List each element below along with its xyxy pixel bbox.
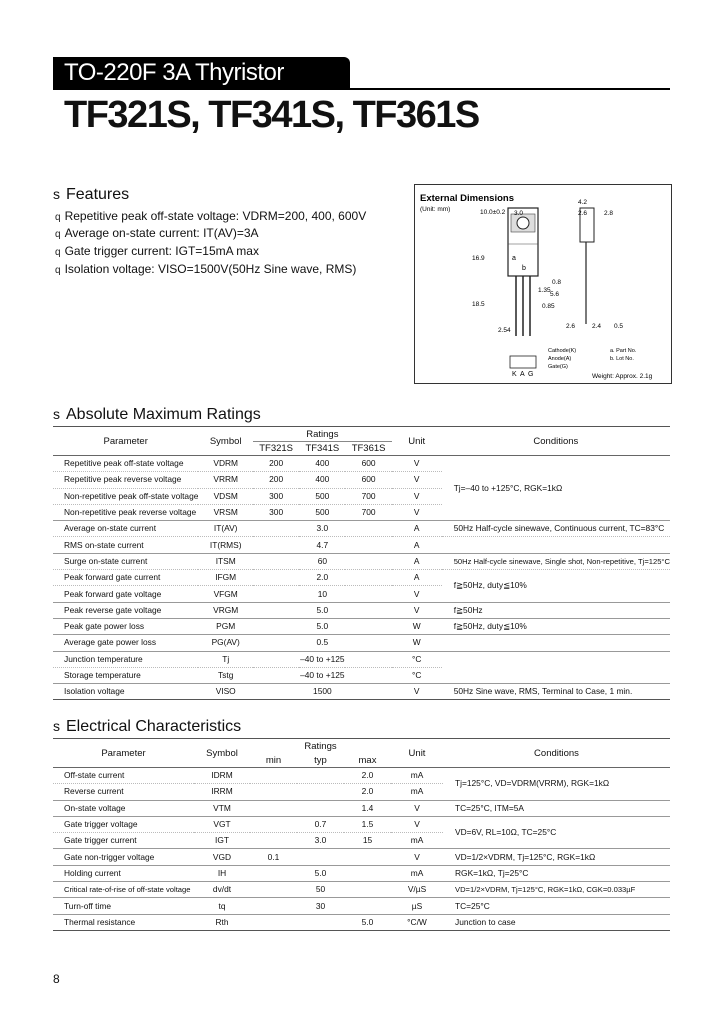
section-bullet: s xyxy=(53,186,60,202)
text-absolute-max-rows-0-v-1: 400 xyxy=(299,456,345,472)
text-absolute-max-rows-9-val: 5.0 xyxy=(253,602,392,618)
text-absolute-max-rows-0-param: Repetitive peak off-state voltage xyxy=(53,456,198,472)
text-external-dimensions-labels-7: 5.6 xyxy=(550,291,560,298)
text-absolute-max-rows-5-val: 4.7 xyxy=(253,537,392,553)
features-title: Features xyxy=(66,186,130,203)
table-row xyxy=(53,521,670,537)
text-electrical-rows-3-unit: V xyxy=(391,816,443,832)
feature-item xyxy=(55,209,366,225)
text-absolute-max-rows-7-val: 2.0 xyxy=(253,570,392,586)
text-external-dimensions-pins-2: Gate(G) xyxy=(548,364,568,370)
text-absolute-max-rows-1-unit: V xyxy=(392,472,442,488)
text-electrical-rows-6-sym: IH xyxy=(194,865,250,881)
col-max: max xyxy=(344,754,391,768)
text-electrical-rows-7-param: Critical rate-of-rise of off-state voltage xyxy=(53,882,194,898)
text-electrical-rows-3-min xyxy=(250,816,297,832)
text-absolute-max-rows-5-param: RMS on-state current xyxy=(53,537,198,553)
text-absolute-max-rows-9-unit: V xyxy=(392,602,442,618)
label-b: b xyxy=(522,265,526,272)
text-absolute-max-conditions-1: 50Hz Half-cycle sinewave, Continuous current, TC=83°C xyxy=(442,521,670,537)
text-external-dimensions-labels-0: 10.0±0.2 xyxy=(480,209,506,216)
text-electrical-conditions-5: VD=1/2×VDRM, Tj=125°C, RGK=1kΩ, CGK=0.033µF xyxy=(443,882,670,898)
text-electrical-conditions-6: TC=25°C xyxy=(443,898,670,914)
text-external-dimensions-labels-9: 2.54 xyxy=(498,327,511,334)
category-title: TO-220F 3A Thyristor xyxy=(64,59,284,86)
text-electrical-rows-0-min xyxy=(250,768,297,784)
text-electrical-rows-1-param: Reverse current xyxy=(53,784,194,800)
text-features-items-0: Repetitive peak off-state voltage: VDRM=200, 400, 600V xyxy=(64,209,367,223)
text-absolute-max-rows-13-unit: °C xyxy=(392,667,442,683)
text-absolute-max-rows-5-unit: A xyxy=(392,537,442,553)
text-electrical-rows-2-unit: V xyxy=(391,800,443,816)
text-features-items-1: Average on-state current: IT(AV)=3A xyxy=(64,226,259,240)
text-absolute-max-rows-3-unit: V xyxy=(392,504,442,520)
col-tf341s: TF341S xyxy=(299,442,345,456)
label-a: a xyxy=(512,255,516,262)
text-absolute-max-rows-11-val: 0.5 xyxy=(253,635,392,651)
text-external-dimensions-labels-5: 0.8 xyxy=(552,279,562,286)
text-electrical-rows-0-max: 2.0 xyxy=(344,768,391,784)
text-electrical-rows-0-unit: mA xyxy=(391,768,443,784)
text-electrical-rows-6-typ: 5.0 xyxy=(297,865,344,881)
text-electrical-rows-5-min: 0.1 xyxy=(250,849,297,865)
col-ratings: Ratings xyxy=(253,427,392,442)
text-absolute-max-conditions-3: f≧50Hz, duty≦10% xyxy=(442,570,670,603)
text-absolute-max-rows-1-v-0: 200 xyxy=(253,472,299,488)
feature-item xyxy=(55,262,356,278)
text-absolute-max-rows-14-val: 1500 xyxy=(253,684,392,700)
text-electrical-rows-9-max: 5.0 xyxy=(344,914,391,930)
text-absolute-max-rows-11-sym: PG(AV) xyxy=(198,635,253,651)
bullet-icon: q xyxy=(55,212,61,223)
text-absolute-max-rows-12-unit: °C xyxy=(392,651,442,667)
text-absolute-max-rows-2-v-2: 700 xyxy=(345,488,391,504)
text-electrical-rows-2-typ xyxy=(297,800,344,816)
col-ratings: Ratings xyxy=(250,739,391,754)
text-absolute-max-rows-14-param: Isolation voltage xyxy=(53,684,198,700)
text-absolute-max-rows-1-param: Repetitive peak reverse voltage xyxy=(53,472,198,488)
text-absolute-max-conditions-5: f≧50Hz, duty≦10% xyxy=(442,618,670,634)
text-electrical-rows-6-min xyxy=(250,865,297,881)
text-external-dimensions-labels-14: 0.5 xyxy=(614,323,624,330)
table-row xyxy=(53,816,670,832)
table-row xyxy=(53,800,670,816)
table-row xyxy=(53,865,670,881)
text-electrical-rows-9-typ xyxy=(297,914,344,930)
text-absolute-max-rows-8-val: 10 xyxy=(253,586,392,602)
text-electrical-rows-7-typ: 50 xyxy=(297,882,344,898)
text-electrical-rows-2-sym: VTM xyxy=(194,800,250,816)
text-absolute-max-rows-2-unit: V xyxy=(392,488,442,504)
col-conditions: Conditions xyxy=(443,739,670,768)
text-absolute-max-rows-3-sym: VRSM xyxy=(198,504,253,520)
text-external-dimensions-labels-2: 4.2 xyxy=(578,199,588,206)
text-external-dimensions-pins-0: Cathode(K) xyxy=(548,348,577,354)
text-absolute-max-rows-7-sym: IFGM xyxy=(198,570,253,586)
electrical-title: Electrical Characteristics xyxy=(66,718,242,735)
text-electrical-rows-9-param: Thermal resistance xyxy=(53,914,194,930)
col-symbol: Symbol xyxy=(194,739,250,768)
text-absolute-max-rows-14-unit: V xyxy=(392,684,442,700)
text-electrical-rows-6-unit: mA xyxy=(391,865,443,881)
text-electrical-rows-5-param: Gate non-trigger voltage xyxy=(53,849,194,865)
text-electrical-rows-5-unit: V xyxy=(391,849,443,865)
bullet-icon: q xyxy=(55,229,61,240)
text-absolute-max-rows-2-param: Non-repetitive peak off-state voltage xyxy=(53,488,198,504)
text-electrical-rows-6-max xyxy=(344,865,391,881)
text-electrical-rows-9-min xyxy=(250,914,297,930)
page-number: 8 xyxy=(53,972,60,986)
electrical-heading xyxy=(53,716,241,737)
text-external-dimensions-labels-13: 2.4 xyxy=(592,323,602,330)
text-absolute-max-rows-7-unit: A xyxy=(392,570,442,586)
text-electrical-rows-3-max: 1.5 xyxy=(344,816,391,832)
text-absolute-max-rows-12-val: –40 to +125 xyxy=(253,651,392,667)
header-rule xyxy=(53,88,670,90)
col-parameter: Parameter xyxy=(53,739,194,768)
table-row xyxy=(53,553,670,569)
text-external-dimensions-labels-10: 1.35 xyxy=(538,287,551,294)
electrical-table xyxy=(53,738,670,931)
text-absolute-max-rows-4-val: 3.0 xyxy=(253,521,392,537)
text-absolute-max-rows-3-v-2: 700 xyxy=(345,504,391,520)
text-absolute-max-conditions-0: Tj=–40 to +125°C, RGK=1kΩ xyxy=(442,456,670,521)
text-absolute-max-rows-10-param: Peak gate power loss xyxy=(53,618,198,634)
text-electrical-conditions-2: VD=6V, RL=10Ω, TC=25°C xyxy=(443,816,670,849)
text-features-items-2: Gate trigger current: IGT=15mA max xyxy=(64,244,259,258)
bullet-icon: q xyxy=(55,265,61,276)
table-row xyxy=(53,849,670,865)
text-absolute-max-rows-0-v-0: 200 xyxy=(253,456,299,472)
text-absolute-max-rows-11-param: Average gate power loss xyxy=(53,635,198,651)
text-electrical-rows-1-min xyxy=(250,784,297,800)
text-features-items-3: Isolation voltage: VISO=1500V(50Hz Sine wave, RMS) xyxy=(64,262,357,276)
text-electrical-rows-8-min xyxy=(250,898,297,914)
text-electrical-rows-4-typ: 3.0 xyxy=(297,833,344,849)
text-absolute-max-rows-2-v-1: 500 xyxy=(299,488,345,504)
text-absolute-max-rows-3-v-1: 500 xyxy=(299,504,345,520)
text-electrical-rows-2-min xyxy=(250,800,297,816)
col-unit: Unit xyxy=(392,427,442,456)
table-row xyxy=(53,456,670,472)
text-absolute-max-rows-2-sym: VDSM xyxy=(198,488,253,504)
text-electrical-rows-6-param: Holding current xyxy=(53,865,194,881)
text-electrical-rows-8-param: Turn-off time xyxy=(53,898,194,914)
col-typ: typ xyxy=(297,754,344,768)
table-row xyxy=(53,618,670,634)
table-row xyxy=(53,570,670,586)
text-absolute-max-rows-6-val: 60 xyxy=(253,553,392,569)
table-row xyxy=(53,768,670,784)
text-absolute-max-rows-10-sym: PGM xyxy=(198,618,253,634)
text-absolute-max-rows-10-unit: W xyxy=(392,618,442,634)
text-absolute-max-rows-6-unit: A xyxy=(392,553,442,569)
absolute-max-title: Absolute Maximum Ratings xyxy=(66,406,261,423)
text-electrical-rows-3-param: Gate trigger voltage xyxy=(53,816,194,832)
text-electrical-rows-5-max xyxy=(344,849,391,865)
table-row xyxy=(53,882,670,898)
text-electrical-rows-8-typ: 30 xyxy=(297,898,344,914)
text-absolute-max-rows-1-sym: VRRM xyxy=(198,472,253,488)
text-electrical-rows-1-sym: IRRM xyxy=(194,784,250,800)
text-absolute-max-rows-0-unit: V xyxy=(392,456,442,472)
text-electrical-rows-1-typ xyxy=(297,784,344,800)
text-absolute-max-rows-1-v-2: 600 xyxy=(345,472,391,488)
text-absolute-max-rows-8-unit: V xyxy=(392,586,442,602)
text-external-dimensions-letters-4: G xyxy=(528,371,534,378)
text-absolute-max-rows-8-param: Peak forward gate voltage xyxy=(53,586,198,602)
text-electrical-rows-1-max: 2.0 xyxy=(344,784,391,800)
text-absolute-max-rows-3-param: Non-repetitive peak reverse voltage xyxy=(53,504,198,520)
text-electrical-conditions-0: Tj=125°C, VD=VDRM(VRRM), RGK=1kΩ xyxy=(443,768,670,801)
text-absolute-max-rows-12-param: Junction temperature xyxy=(53,651,198,667)
table-row xyxy=(53,898,670,914)
col-conditions: Conditions xyxy=(442,427,670,456)
text-external-dimensions-labels-4: 2.8 xyxy=(604,210,614,217)
text-electrical-rows-4-max: 15 xyxy=(344,833,391,849)
text-external-dimensions-labels-8: 18.5 xyxy=(472,301,485,308)
text-electrical-rows-3-sym: VGT xyxy=(194,816,250,832)
text-electrical-rows-8-max xyxy=(344,898,391,914)
text-absolute-max-rows-13-param: Storage temperature xyxy=(53,667,198,683)
text-absolute-max-rows-3-v-0: 300 xyxy=(253,504,299,520)
col-parameter: Parameter xyxy=(53,427,198,456)
text-absolute-max-rows-4-unit: A xyxy=(392,521,442,537)
text-electrical-rows-7-max xyxy=(344,882,391,898)
text-electrical-rows-7-sym: dv/dt xyxy=(194,882,250,898)
text-absolute-max-rows-13-sym: Tstg xyxy=(198,667,253,683)
feature-item xyxy=(55,226,259,242)
model-names: TF321S, TF341S, TF361S xyxy=(64,94,479,136)
text-electrical-rows-9-unit: °C/W xyxy=(391,914,443,930)
text-absolute-max-conditions-4: f≧50Hz xyxy=(442,602,670,618)
absolute-max-table xyxy=(53,426,670,700)
features-heading xyxy=(53,184,129,205)
section-bullet: s xyxy=(53,406,60,422)
text-electrical-rows-2-max: 1.4 xyxy=(344,800,391,816)
text-absolute-max-rows-7-param: Peak forward gate current xyxy=(53,570,198,586)
text-electrical-conditions-1: TC=25°C, ITM=5A xyxy=(443,800,670,816)
text-electrical-rows-4-sym: IGT xyxy=(194,833,250,849)
text-absolute-max-rows-4-param: Average on-state current xyxy=(53,521,198,537)
package-outline-drawing xyxy=(414,184,672,384)
col-tf361s: TF361S xyxy=(345,442,391,456)
text-electrical-rows-4-unit: mA xyxy=(391,833,443,849)
dimensions-title: External Dimensions xyxy=(420,193,514,204)
text-external-dimensions-labels-12: 2.6 xyxy=(566,323,576,330)
text-external-dimensions-labels-6: 16.9 xyxy=(472,255,485,262)
table-row xyxy=(53,635,670,651)
text-electrical-conditions-4: RGK=1kΩ, Tj=25°C xyxy=(443,865,670,881)
text-absolute-max-rows-6-sym: ITSM xyxy=(198,553,253,569)
text-electrical-conditions-3: VD=1/2×VDRM, Tj=125°C, RGK=1kΩ xyxy=(443,849,670,865)
text-electrical-rows-5-typ xyxy=(297,849,344,865)
dimensions-unit: (Unit: mm) xyxy=(420,206,451,213)
text-external-dimensions-legend-0: a. Part No. xyxy=(610,348,637,354)
text-absolute-max-rows-13-val: –40 to +125 xyxy=(253,667,392,683)
text-electrical-rows-0-param: Off-state current xyxy=(53,768,194,784)
text-electrical-rows-8-sym: tq xyxy=(194,898,250,914)
weight-label: Weight: Approx. 2.1g xyxy=(592,373,653,380)
text-electrical-conditions-7: Junction to case xyxy=(443,914,670,930)
text-electrical-rows-8-unit: µS xyxy=(391,898,443,914)
text-electrical-rows-5-sym: VGD xyxy=(194,849,250,865)
text-external-dimensions-letters-3: A xyxy=(520,371,525,378)
text-absolute-max-rows-9-sym: VRGM xyxy=(198,602,253,618)
text-electrical-rows-0-typ xyxy=(297,768,344,784)
text-electrical-rows-0-sym: IDRM xyxy=(194,768,250,784)
text-electrical-rows-7-unit: V/µS xyxy=(391,882,443,898)
text-absolute-max-rows-12-sym: Tj xyxy=(198,651,253,667)
text-absolute-max-rows-14-sym: VISO xyxy=(198,684,253,700)
text-absolute-max-rows-9-param: Peak reverse gate voltage xyxy=(53,602,198,618)
table-row xyxy=(53,914,670,930)
text-external-dimensions-legend-1: b. Lot No. xyxy=(610,356,634,362)
text-external-dimensions-letters-2: K xyxy=(512,371,517,378)
feature-item xyxy=(55,244,259,260)
text-electrical-rows-9-sym: Rth xyxy=(194,914,250,930)
text-absolute-max-rows-8-sym: VFGM xyxy=(198,586,253,602)
text-absolute-max-rows-5-sym: IT(RMS) xyxy=(198,537,253,553)
text-electrical-rows-2-param: On-state voltage xyxy=(53,800,194,816)
table-row xyxy=(53,602,670,618)
text-absolute-max-rows-0-v-2: 600 xyxy=(345,456,391,472)
text-external-dimensions-labels-1: 3.0 xyxy=(514,210,524,217)
text-external-dimensions-labels-3: 2.6 xyxy=(578,210,588,217)
col-min: min xyxy=(250,754,297,768)
absolute-max-heading xyxy=(53,404,261,425)
text-absolute-max-rows-11-unit: W xyxy=(392,635,442,651)
text-absolute-max-rows-10-val: 5.0 xyxy=(253,618,392,634)
col-tf321s: TF321S xyxy=(253,442,299,456)
text-electrical-rows-4-param: Gate trigger current xyxy=(53,833,194,849)
text-absolute-max-conditions-2: 50Hz Half-cycle sinewave, Single shot, Non-repetitive, Tj=125°C xyxy=(442,553,670,569)
text-electrical-rows-1-unit: mA xyxy=(391,784,443,800)
text-absolute-max-rows-1-v-1: 400 xyxy=(299,472,345,488)
text-electrical-rows-3-typ: 0.7 xyxy=(297,816,344,832)
text-electrical-rows-4-min xyxy=(250,833,297,849)
col-unit: Unit xyxy=(391,739,443,768)
text-electrical-rows-7-min xyxy=(250,882,297,898)
bullet-icon: q xyxy=(55,247,61,258)
text-absolute-max-rows-4-sym: IT(AV) xyxy=(198,521,253,537)
text-external-dimensions-pins-1: Anode(A) xyxy=(548,356,572,362)
table-row xyxy=(53,651,670,667)
text-external-dimensions-labels-11: 0.85 xyxy=(542,303,555,310)
table-row xyxy=(53,537,670,553)
text-absolute-max-rows-6-param: Surge on-state current xyxy=(53,553,198,569)
col-symbol: Symbol xyxy=(198,427,253,456)
text-absolute-max-rows-2-v-0: 300 xyxy=(253,488,299,504)
text-absolute-max-conditions-6: 50Hz Sine wave, RMS, Terminal to Case, 1 min. xyxy=(442,684,670,700)
table-row xyxy=(53,684,670,700)
text-absolute-max-rows-0-sym: VDRM xyxy=(198,456,253,472)
section-bullet: s xyxy=(53,718,60,734)
